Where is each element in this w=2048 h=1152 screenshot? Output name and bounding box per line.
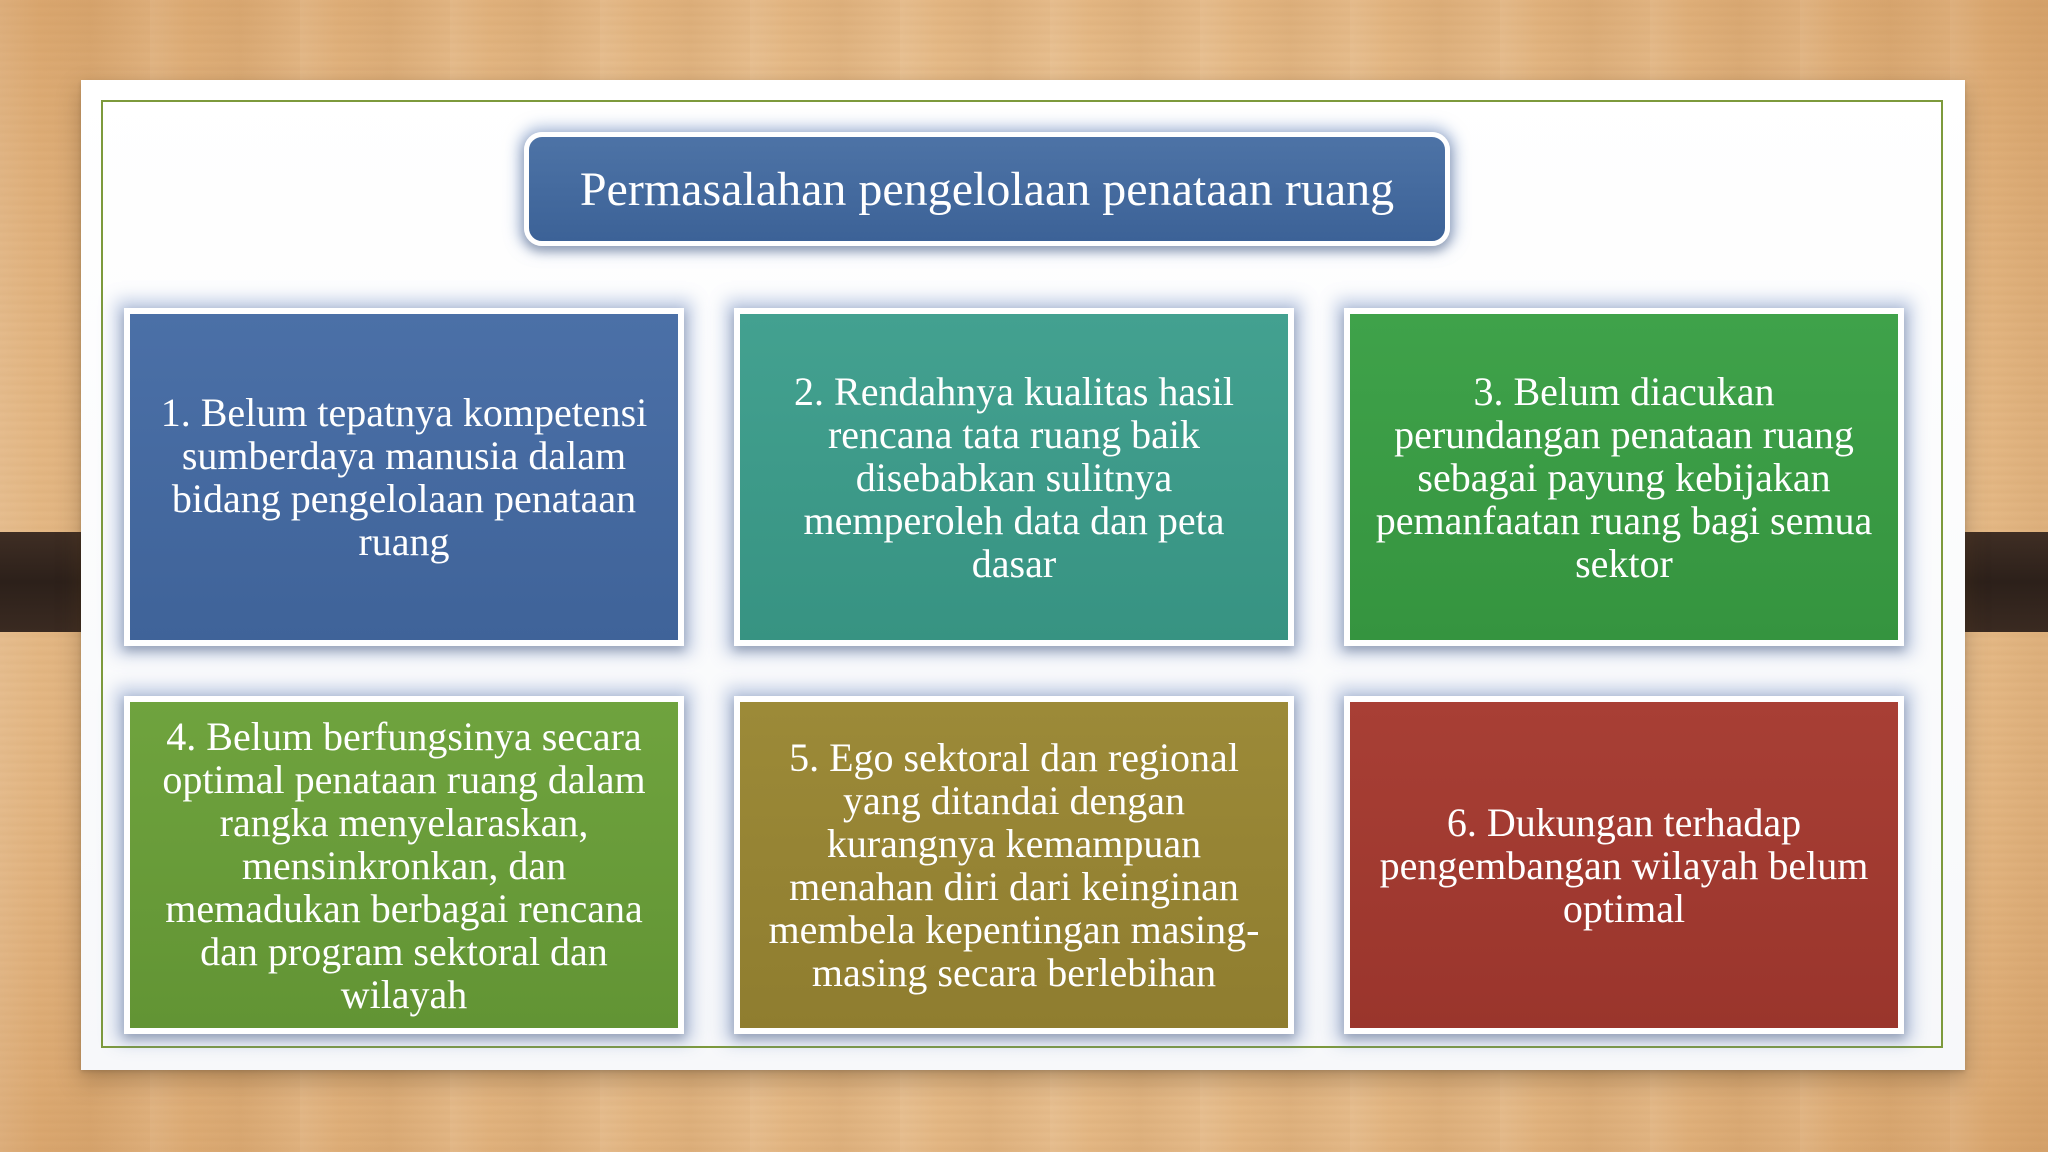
problem-text-3: 3. Belum diacukan perundangan penataan ruang sebagai payung kebijakan pemanfaatan ruang bagi semua sektor <box>1375 368 1873 586</box>
problem-box-2 <box>734 308 1294 646</box>
problem-text-2: 2. Rendahnya kualitas hasil rencana tata ruang baik disebabkan sulitnya memperoleh data dan peta dasar <box>794 368 1234 586</box>
slide-title-box <box>524 132 1450 246</box>
slide-title: Permasalahan pengelolaan penataan ruang <box>579 162 1395 216</box>
problem-box-5 <box>734 696 1294 1034</box>
problem-box-1 <box>124 308 684 646</box>
problem-text-5: 5. Ego sektoral dan regional yang ditandai dengan kurangnya kemampuan menahan diri dari keinginan membela kepentingan masing-masing secara berlebihan <box>768 735 1260 995</box>
problem-text-6: 6. Dukungan terhadap pengembangan wilayah belum optimal <box>1379 799 1869 931</box>
problem-box-6 <box>1344 696 1904 1034</box>
problem-text-4: 4. Belum berfungsinya secara optimal penataan ruang dalam rangka menyelaraskan, mensinkronkan, dan memadukan berbagai rencana dan program sektoral dan wilayah <box>162 713 646 1017</box>
problem-box-3 <box>1344 308 1904 646</box>
problem-text-1: 1. Belum tepatnya kompetensi sumberdaya manusia dalam bidang pengelolaan penataan ruang <box>160 390 648 564</box>
problem-box-4 <box>124 696 684 1034</box>
